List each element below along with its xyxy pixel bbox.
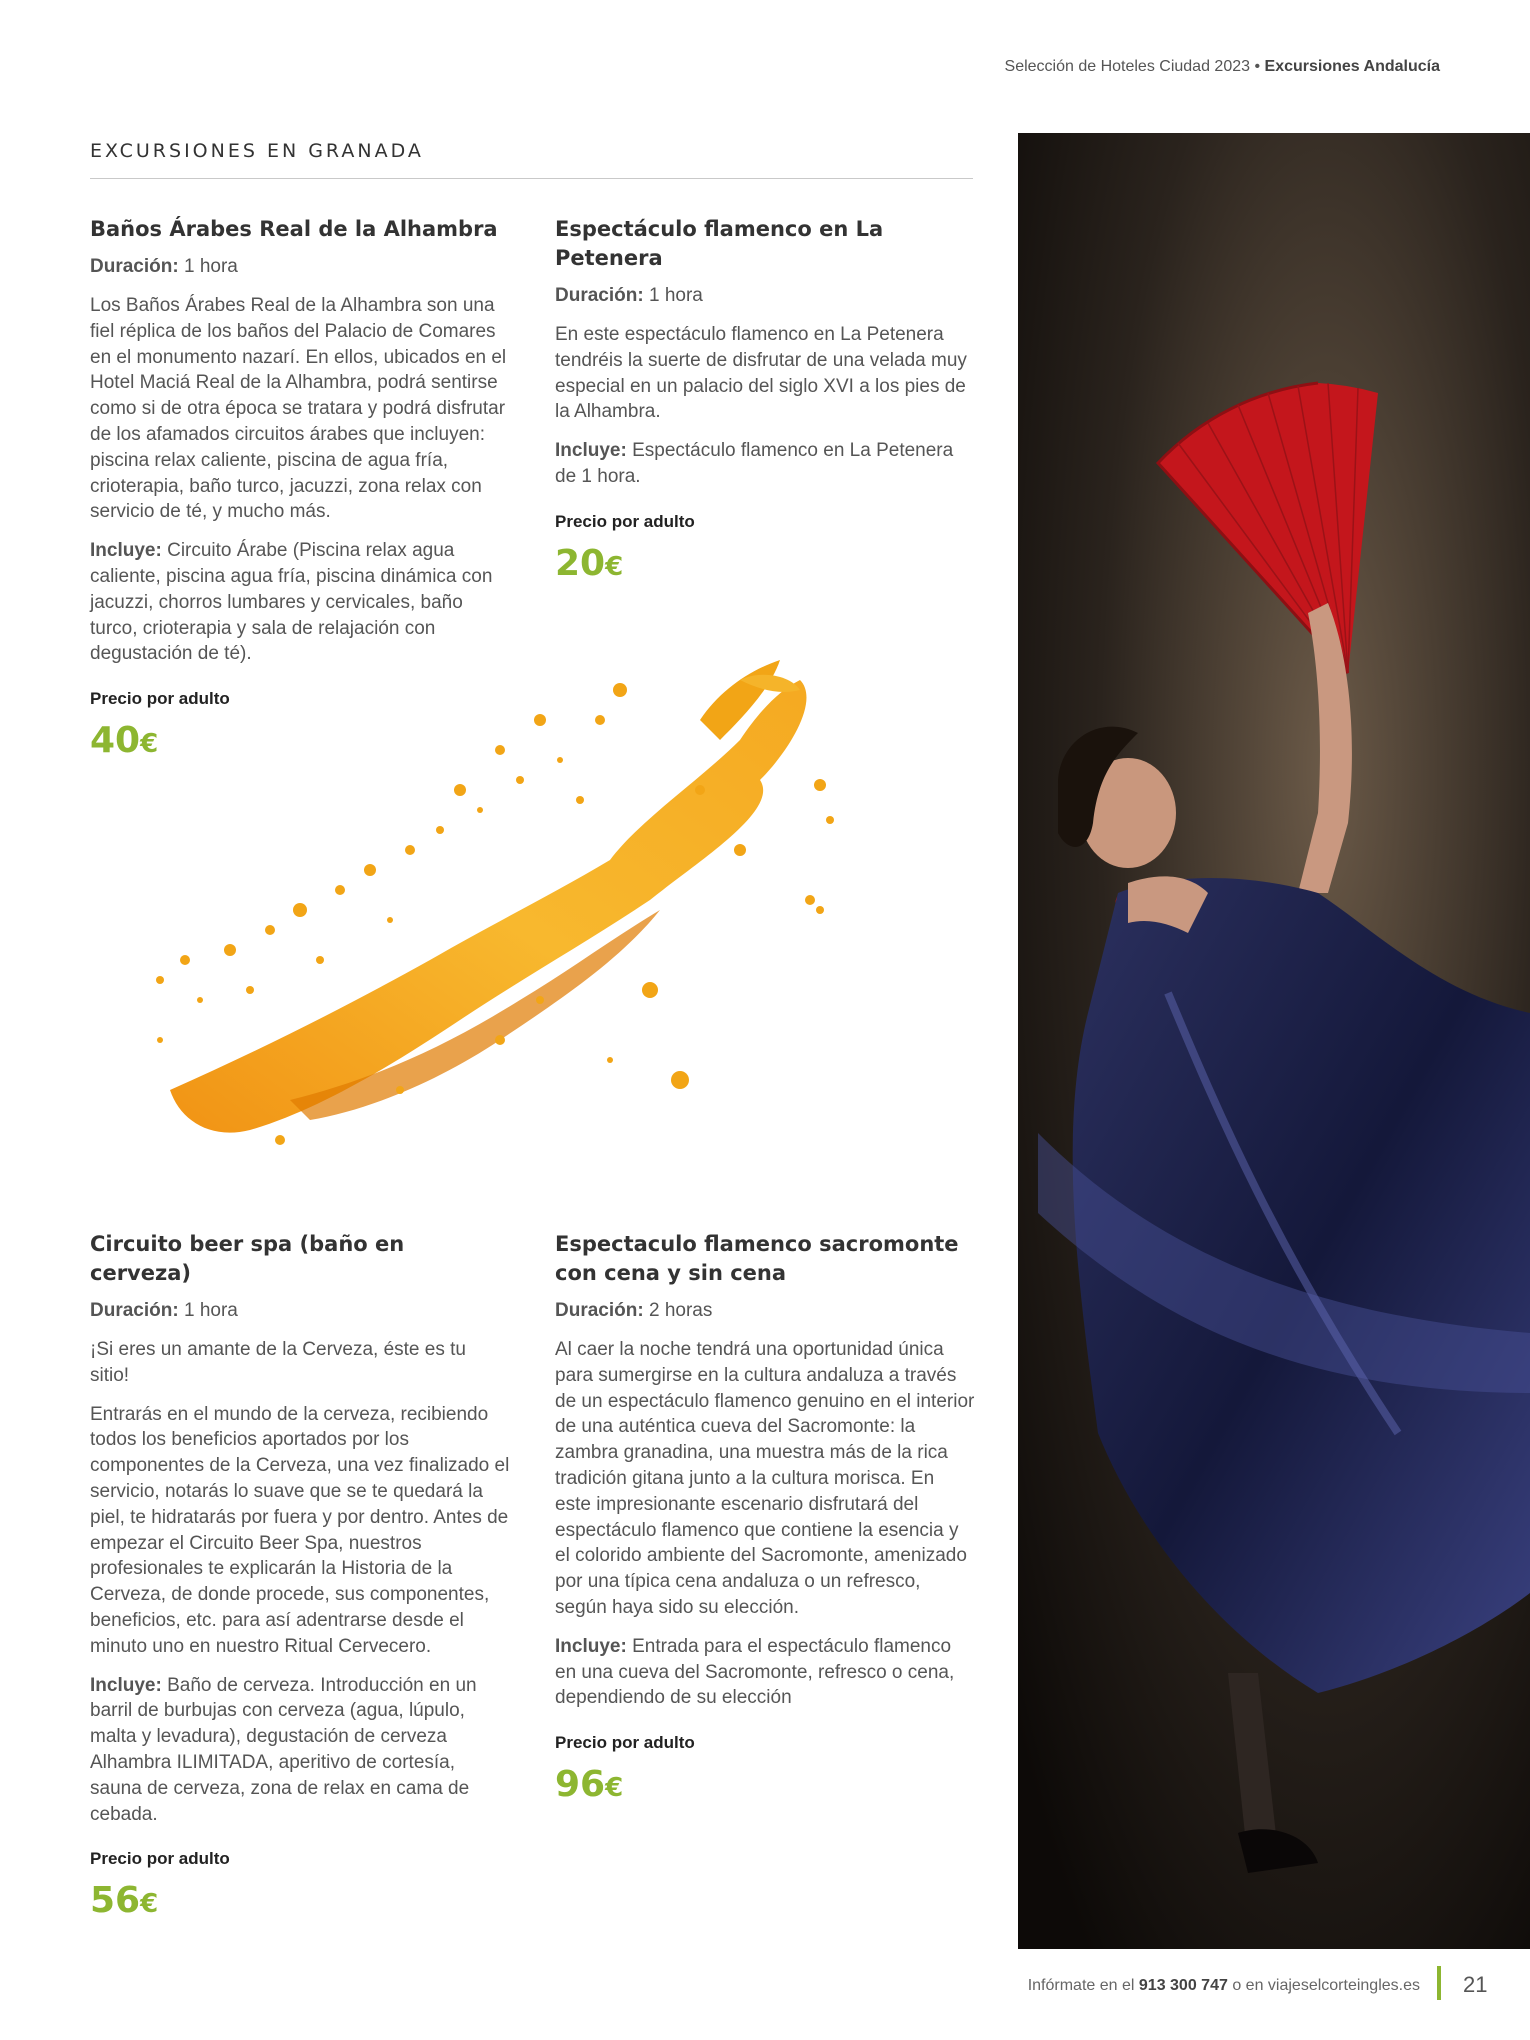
duration-value: 2 horas bbox=[648, 1300, 713, 1321]
section-title: EXCURSIONES EN GRANADA bbox=[90, 140, 424, 162]
duration-value: 1 hora bbox=[648, 285, 703, 306]
includes bbox=[555, 1634, 975, 1711]
duration bbox=[555, 283, 975, 309]
running-header bbox=[1005, 58, 1440, 76]
footer-accent-bar bbox=[1437, 1966, 1441, 2000]
includes-label: Incluye: bbox=[90, 540, 162, 562]
price bbox=[90, 721, 510, 764]
footer-contact bbox=[1028, 1977, 1420, 1995]
excursion-title: Espectaculo flamenco sacromonte con cena y sin cena bbox=[555, 1232, 959, 1285]
excursion-la-petenera bbox=[555, 215, 975, 587]
price-label: Precio por adulto bbox=[90, 1849, 230, 1869]
catalog-name: Selección de Hoteles Ciudad 2023 bbox=[1004, 58, 1251, 75]
header-section: Excursiones Andalucía bbox=[1264, 58, 1440, 75]
excursion-title: Espectáculo flamenco en La Petenera bbox=[555, 217, 884, 270]
description: Los Baños Árabes Real de la Alhambra son una fiel réplica de los baños del Palacio de Comares en el monumento nazarí. En ellos, ubicados en el Hotel Maciá Real de la Alhambra, podrá sentirse como si de otra época se tratara y podrá disfrutar de los afamados circuitos árabes que incluyen: piscina relax caliente, piscina de agua fría, crioterapia, baño turco, jacuzzi, zona relax con servicio de té, y mucho más. bbox=[90, 295, 507, 523]
excursion-title: Baños Árabes Real de la Alhambra bbox=[90, 217, 498, 241]
footer-middle: o en bbox=[1232, 1977, 1264, 1994]
duration bbox=[90, 254, 510, 280]
price bbox=[90, 1881, 510, 1924]
duration-label: Duración: bbox=[90, 256, 179, 277]
includes bbox=[90, 1673, 510, 1828]
includes bbox=[90, 538, 510, 667]
duration-label: Duración: bbox=[555, 1300, 644, 1321]
includes-text: Baño de cerveza. Introducción en un barril de burbujas con cerveza (agua, lúpulo, malta y levadura), degustación de cerveza Alhambra ILIMITADA, aperitivo de cortesía, sauna de cerveza, zona de relax en cama de cebada. bbox=[90, 1674, 477, 1825]
price-value: 56 bbox=[90, 1880, 141, 1922]
footer-prefix: Infórmate en el bbox=[1027, 1977, 1135, 1994]
currency-symbol: € bbox=[140, 729, 159, 760]
excursion-sacromonte bbox=[555, 1230, 975, 1808]
duration-value: 1 hora bbox=[183, 1300, 238, 1321]
price-value: 20 bbox=[555, 542, 606, 584]
duration bbox=[90, 1298, 510, 1324]
excursion-banos-arabes bbox=[90, 215, 510, 764]
price-label: Precio por adulto bbox=[555, 1733, 695, 1753]
currency-symbol: € bbox=[605, 1773, 624, 1804]
page-number: 21 bbox=[1463, 1972, 1488, 1997]
includes-label: Incluye: bbox=[555, 440, 627, 462]
duration bbox=[555, 1298, 975, 1324]
includes-text: Espectáculo flamenco en La Petenera de 1 hora. bbox=[555, 440, 954, 487]
header-separator: • bbox=[1254, 58, 1261, 75]
website-link[interactable]: viajeselcorteingles.es bbox=[1267, 1977, 1420, 1994]
includes-label: Incluye: bbox=[90, 1674, 162, 1696]
includes-label: Incluye: bbox=[555, 1635, 627, 1657]
price-label: Precio por adulto bbox=[555, 511, 695, 531]
price-value: 40 bbox=[90, 720, 141, 762]
description-intro: ¡Si eres un amante de la Cerveza, éste es tu sitio! bbox=[90, 1339, 466, 1386]
duration-label: Duración: bbox=[90, 1300, 179, 1321]
description: Entrarás en el mundo de la cerveza, recibiendo todos los beneficios aportados por los componentes de la Cerveza, una vez finalizado el servicio, notarás lo suave que se te quedará la piel, te hidratarás por fuera y por dentro. Antes de empezar el Circuito Beer Spa, nuestros profesionales te explicarán la Historia de la Cerveza, de donde procede, sus componentes, beneficios, etc. para así adentrarse desde el minuto uno en nuestro Ritual Cervecero. bbox=[90, 1403, 510, 1657]
price-label: Precio por adulto bbox=[90, 689, 230, 709]
section-divider bbox=[90, 178, 973, 179]
excursion-beer-spa bbox=[90, 1230, 510, 1924]
description: Al caer la noche tendrá una oportunidad única para sumergirse en la cultura andaluza a través de un espectáculo flamenco genuino en el interior de una auténtica cueva del Sacromonte: la zambra granadina, una muestra más de la rica tradición gitana junto a la cultura morisca. En este impresionante escenario disfrutará del espectáculo flamenco que contiene la esencia y el colorido ambiente del Sacromonte, amenizado por una típica cena andaluza o un refresco, según haya sido su elección. bbox=[555, 1339, 975, 1618]
excursion-title: Circuito beer spa (baño en cerveza) bbox=[90, 1232, 405, 1285]
currency-symbol: € bbox=[140, 1889, 159, 1920]
includes-text: Entrada para el espectáculo flamenco en una cueva del Sacromonte, refresco o cena, dependiendo de su elección bbox=[555, 1635, 955, 1709]
duration-label: Duración: bbox=[555, 285, 644, 306]
currency-symbol: € bbox=[605, 551, 624, 582]
description: En este espectáculo flamenco en La Petenera tendréis la suerte de disfrutar de una velada muy especial en un palacio del siglo XVI a los pies de la Alhambra. bbox=[555, 324, 967, 423]
price bbox=[555, 1765, 975, 1808]
price-value: 96 bbox=[555, 1764, 606, 1806]
includes bbox=[555, 438, 975, 490]
duration-value: 1 hora bbox=[183, 256, 238, 277]
price bbox=[555, 544, 975, 587]
flamenco-dancer-photo bbox=[1018, 133, 1530, 1949]
includes-text: Circuito Árabe (Piscina relax agua caliente, piscina agua fría, piscina dinámica con jacuzzi, chorros lumbares y cervicales, baño turco, crioterapia y sala de relajación con degustación de té). bbox=[90, 540, 493, 665]
phone-number[interactable]: 913 300 747 bbox=[1138, 1977, 1228, 1994]
